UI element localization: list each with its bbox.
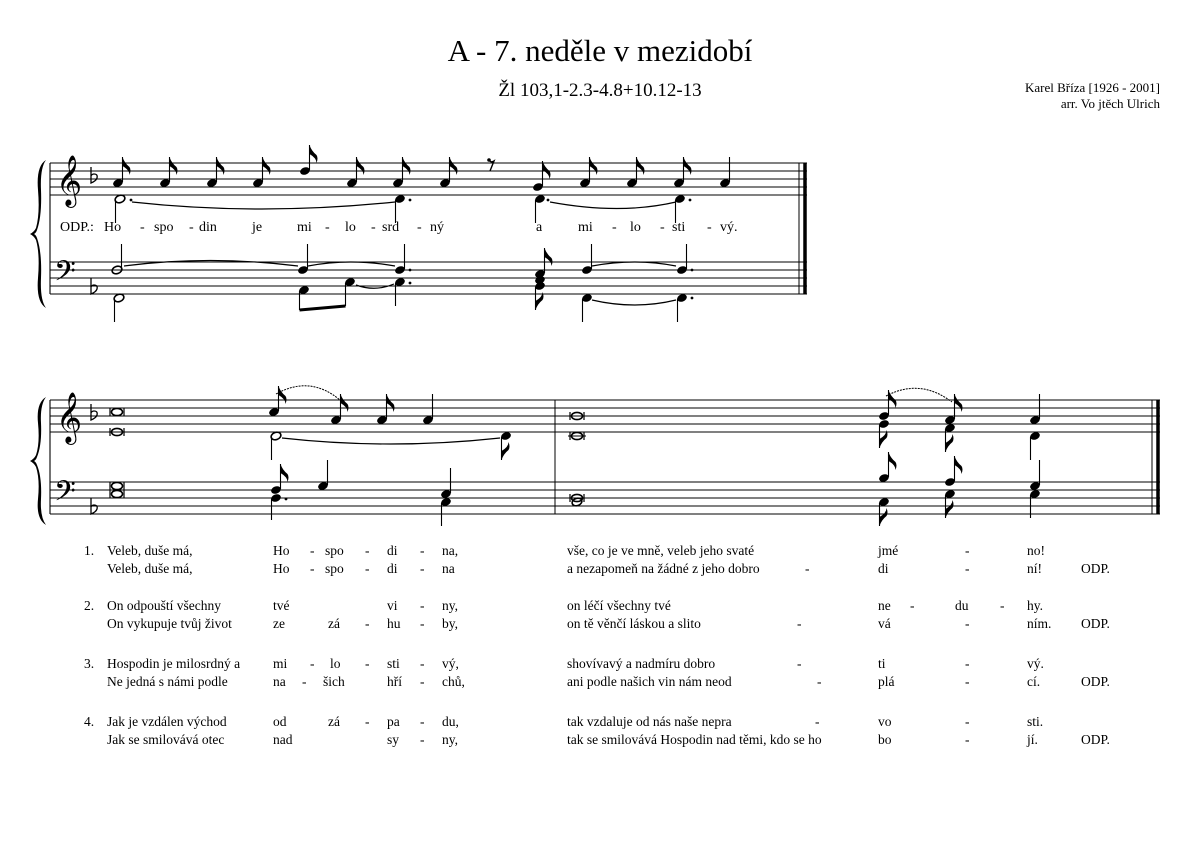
verse-syllable: šich (323, 674, 345, 689)
treble-staff-1 (50, 163, 807, 195)
verse-syllable: du, (442, 714, 459, 729)
response-marker: ODP. (1081, 561, 1110, 576)
hyphen: - (420, 732, 425, 747)
verse-syllable: hu (387, 616, 401, 631)
verse-syllable: ti (878, 656, 886, 671)
psalm-reference: Žl 103,1-2.3-4.8+10.12-13 (498, 80, 702, 101)
treble-staff-2 (50, 400, 1160, 432)
verse-syllable: lo (330, 656, 341, 671)
response-label: ODP.: (60, 220, 94, 235)
verse-syllable: di (387, 561, 398, 576)
verse-syllable: vo (878, 714, 892, 729)
hyphen: - (965, 561, 970, 576)
verse-line-second: on léčí všechny tvé (567, 598, 671, 613)
lyric-syllable: vý. (720, 220, 738, 235)
response-marker: ODP. (1081, 732, 1110, 747)
verse-line-start: Hospodin je milosrdný a (107, 656, 241, 671)
brace-icon (30, 397, 46, 525)
hyphen: - (420, 656, 425, 671)
verse-syllable: na (442, 561, 455, 576)
hyphen: - (420, 714, 425, 729)
verse-syllable: Ho (273, 543, 290, 558)
verse-syllable: di (387, 543, 398, 558)
verse-syllable: sy (387, 732, 400, 747)
verse-line-start: Ne jedná s námi podle (107, 674, 228, 689)
hyphen: - (310, 561, 315, 576)
verse-syllable: ze (273, 616, 285, 631)
hyphen: - (965, 656, 970, 671)
verse-syllable: sti. (1027, 714, 1044, 729)
composer-name: Karel Bříza [1926 - 2001] (1024, 80, 1160, 95)
verse-syllable: od (273, 714, 287, 729)
verse-syllable: ny, (442, 598, 458, 613)
hyphen: - (965, 616, 970, 631)
hyphen: - (965, 543, 970, 558)
verse-line-start: Veleb, duše má, (107, 543, 193, 558)
hyphen: - (365, 714, 370, 729)
verse-line-second: tak vzdaluje od nás naše nepra (567, 714, 732, 729)
hyphen: - (797, 656, 802, 671)
hyphen: - (365, 543, 370, 558)
verse-syllable: pa (387, 714, 400, 729)
hyphen: - (365, 656, 370, 671)
system-2 (30, 386, 1160, 526)
verse-line-second: tak se smilovává Hospodin nad těmi, kdo se ho (567, 732, 822, 747)
lyric-syllable: spo (154, 220, 174, 235)
verse-line-second: on tě věnčí láskou a slito (567, 616, 701, 631)
hyphen: - (660, 220, 665, 235)
hyphen: - (1000, 598, 1005, 613)
hyphen: - (140, 220, 145, 235)
hyphen: - (417, 220, 422, 235)
hyphen: - (420, 561, 425, 576)
verse-syllable: tvé (273, 598, 290, 613)
lyric-syllable: lo (345, 220, 356, 235)
verse-syllable: na (273, 674, 286, 689)
verse-syllable: spo (325, 543, 344, 558)
lyric-syllable: srd (382, 220, 400, 235)
verse-number: 3. (84, 656, 95, 671)
hyphen: - (797, 616, 802, 631)
bass-clef-icon: 𝄢 (54, 255, 76, 295)
hyphen: - (817, 674, 822, 689)
lyric-syllable: lo (630, 220, 641, 235)
verse-syllable: ním. (1027, 616, 1052, 631)
verse-line-start: Veleb, duše má, (107, 561, 193, 576)
verse-line-second: shovívavý a nadmíru dobro (567, 656, 716, 671)
hyphen: - (707, 220, 712, 235)
lyric-syllable: a (536, 220, 543, 235)
verse-number: 1. (84, 543, 95, 558)
verse-syllable: du (955, 598, 969, 613)
verse-syllable: jí. (1027, 732, 1038, 747)
treble-clef-icon: 𝄞 (56, 155, 83, 206)
verse-syllable: bo (878, 732, 892, 747)
verse-syllable: plá (878, 674, 895, 689)
hyphen: - (965, 674, 970, 689)
lyric-syllable: mi (297, 220, 312, 235)
lyric-syllable: Ho (104, 220, 122, 235)
lyric-syllable: je (252, 220, 263, 235)
verse-syllable: ne (878, 598, 891, 613)
bass-clef-icon: 𝄢 (54, 475, 76, 515)
page-title: A - 7. neděle v mezidobí (447, 33, 753, 68)
verse-line-start: Jak je vzdálen východ (107, 714, 227, 729)
bass-staff-1 (50, 262, 807, 294)
hyphen: - (910, 598, 915, 613)
hyphen: - (302, 674, 307, 689)
hyphen: - (365, 561, 370, 576)
verse-syllable: ny, (442, 732, 458, 747)
hyphen: - (420, 616, 425, 631)
lyric-syllable: mi (578, 220, 593, 235)
hyphen: - (805, 561, 810, 576)
lyric-syllable: sti (672, 220, 686, 235)
verse-syllable: jmé (878, 543, 899, 558)
verse-syllable: mi (273, 656, 288, 671)
verse-syllable: chů, (442, 674, 465, 689)
verse-line-second: a nezapomeň na žádné z jeho dobro (567, 561, 760, 576)
hyphen: - (815, 714, 820, 729)
hyphen: - (365, 616, 370, 631)
verse-syllable: nad (273, 732, 293, 747)
verse-line-second: ani podle našich vin nám neod (567, 674, 732, 689)
response-marker: ODP. (1081, 674, 1110, 689)
bass-staff-2 (50, 482, 1160, 514)
verse-line-start: On vykupuje tvůj život (107, 616, 232, 631)
verse-syllable: vi (387, 598, 398, 613)
verse-syllable: hří (387, 674, 402, 689)
hyphen: - (310, 656, 315, 671)
verse-syllable: cí. (1027, 674, 1041, 689)
verse-syllable: sti (387, 656, 400, 671)
hyphen: - (420, 543, 425, 558)
hyphen: - (325, 220, 330, 235)
hyphen: - (310, 543, 315, 558)
verse-line-start: On odpouští všechny (107, 598, 221, 613)
verse-number: 4. (84, 714, 95, 729)
verse-syllable: ní! (1027, 561, 1042, 576)
lyric-syllable: ný (430, 220, 444, 235)
verse-syllable: vý. (1027, 656, 1044, 671)
hyphen: - (420, 598, 425, 613)
lyric-syllable: din (199, 220, 217, 235)
verse-syllable: vá (878, 616, 891, 631)
verse-line-start: Jak se smilovává otec (107, 732, 225, 747)
hyphen: - (965, 714, 970, 729)
hyphen: - (965, 732, 970, 747)
verse-syllable: vý, (442, 656, 459, 671)
verse-syllable: by, (442, 616, 458, 631)
brace-icon (30, 160, 46, 308)
verse-syllable: Ho (273, 561, 290, 576)
verse-number: 2. (84, 598, 95, 613)
verse-syllable: di (878, 561, 889, 576)
response-marker: ODP. (1081, 616, 1110, 631)
verse-syllable: spo (325, 561, 344, 576)
arranger-name: arr. Vo jtěch Ulrich (1060, 96, 1160, 111)
verse-line-second: vše, co je ve mně, veleb jeho svaté (567, 543, 755, 558)
hyphen: - (612, 220, 617, 235)
treble-clef-icon: 𝄞 (56, 392, 83, 443)
verse-syllable: hy. (1027, 598, 1043, 613)
verse-syllable: zá (328, 714, 340, 729)
verse-syllable: no! (1027, 543, 1045, 558)
hyphen: - (189, 220, 194, 235)
verse-syllable: na, (442, 543, 459, 558)
hyphen: - (371, 220, 376, 235)
hyphen: - (420, 674, 425, 689)
verse-syllable: zá (328, 616, 340, 631)
